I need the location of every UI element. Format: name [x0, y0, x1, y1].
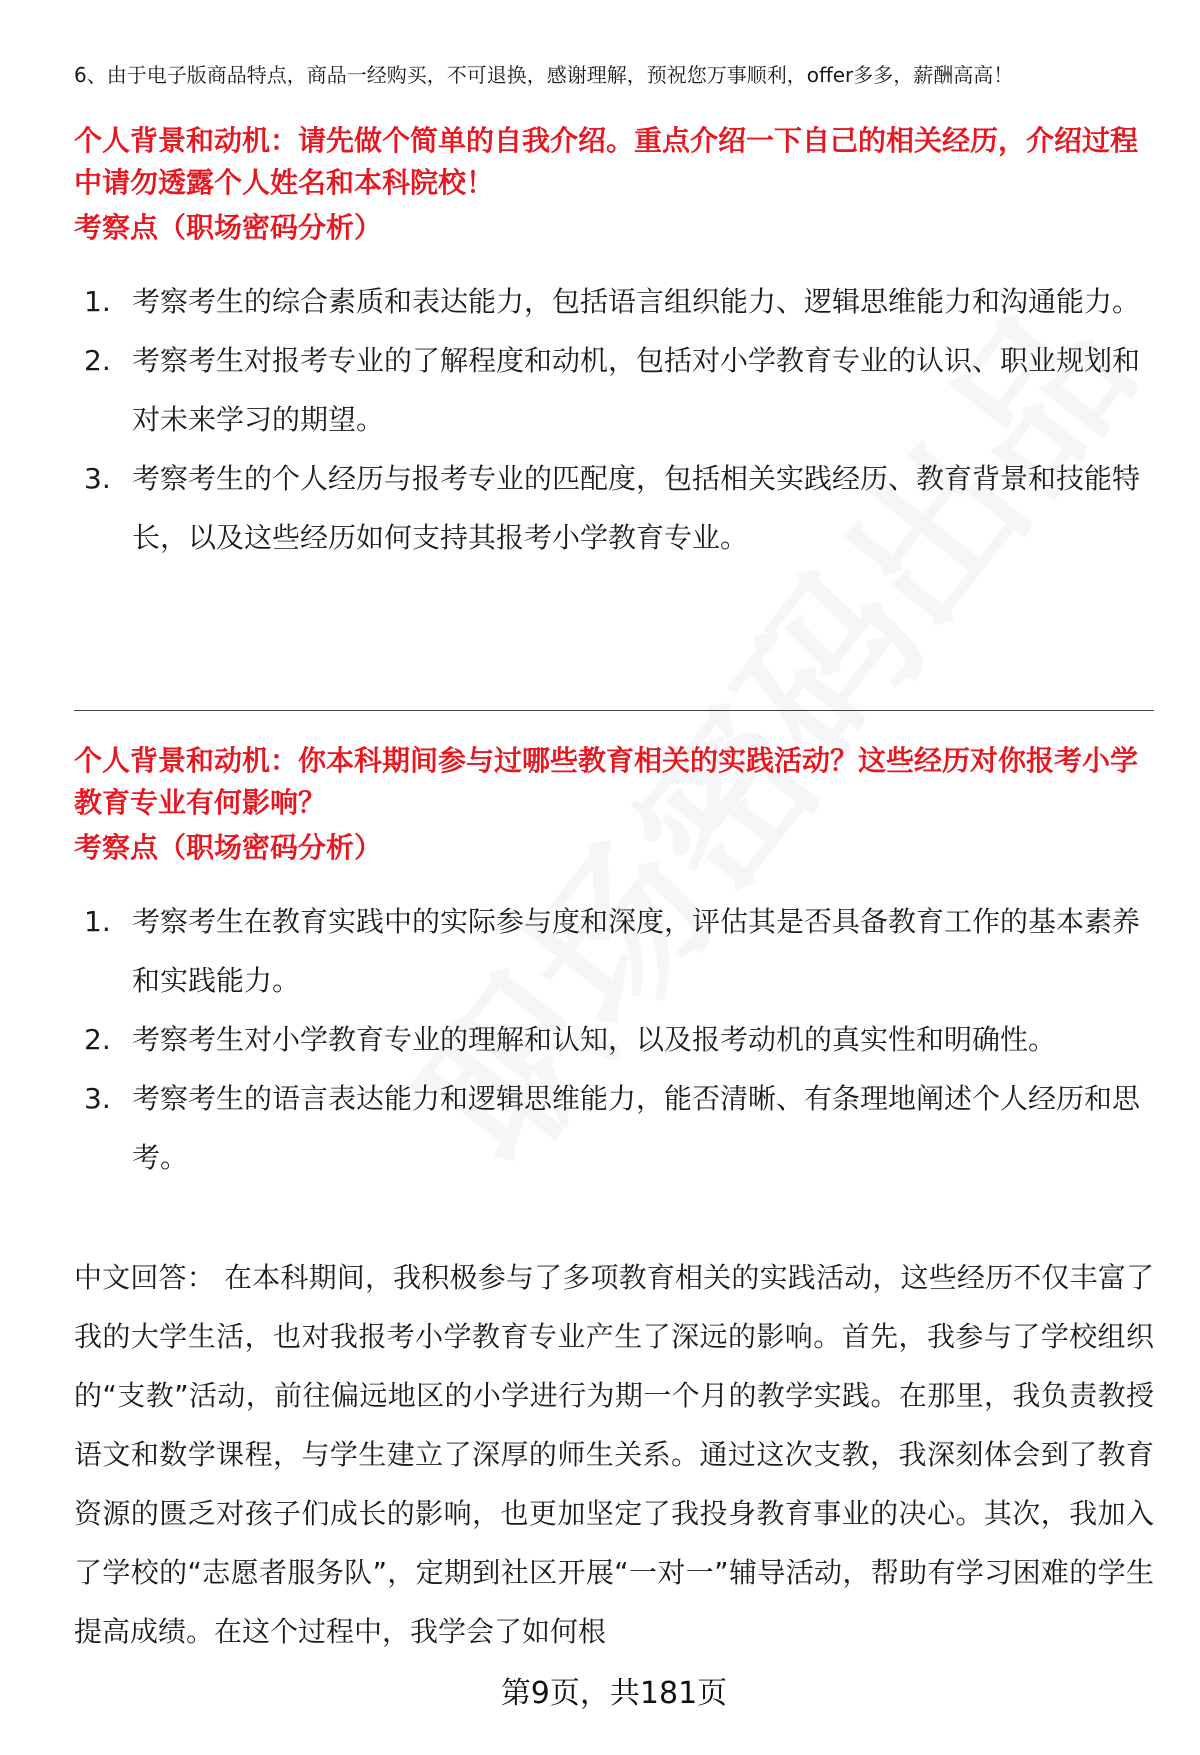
section-divider	[74, 710, 1154, 711]
list-item: 2. 考察考生对报考专业的了解程度和动机，包括对小学教育专业的认识、职业规划和对未来学习的期望。	[84, 344, 1141, 436]
list-item: 3. 考察考生的个人经历与报考专业的匹配度，包括相关实践经历、教育背景和技能特长，以及这些经历如何支持其报考小学教育专业。	[84, 462, 1141, 554]
question-title-2: 个人背景和动机：你本科期间参与过哪些教育相关的实践活动？这些经历对你报考小学教育专业有何影响？	[74, 744, 1139, 819]
analysis-list-2	[84, 892, 1154, 1187]
analysis-list-1	[84, 272, 1154, 567]
analysis-label-1: 考察点（职场密码分析）	[74, 211, 383, 244]
analysis-label-2: 考察点（职场密码分析）	[74, 831, 383, 864]
list-item: 3. 考察考生的语言表达能力和逻辑思维能力，能否清晰、有条理地阐述个人经历和思考。	[84, 1082, 1141, 1174]
list-item: 1. 考察考生的综合素质和表达能力，包括语言组织能力、逻辑思维能力和沟通能力。	[84, 285, 1141, 318]
question-title-1: 个人背景和动机：请先做个简单的自我介绍。重点介绍一下自己的相关经历，介绍过程中请勿透露个人姓名和本科院校！	[74, 124, 1139, 199]
chinese-answer: 中文回答： 在本科期间，我积极参与了多项教育相关的实践活动，这些经历不仅丰富了我的大学生活，也对我报考小学教育专业产生了深远的影响。首先，我参与了学校组织的“支教”活动，前往偏远地区的小学进行为期一个月的教学实践。在那里，我负责教授语文和数学课程，与学生建立了深厚的师生关系。通过这次支教，我深刻体会到了教育资源的匮乏对孩子们成长的影响，也更加坚定了我投身教育事业的决心。其次，我加入了学校的“志愿者服务队”，定期到社区开展“一对一”辅导活动，帮助有学习困难的学生提高成绩。在这个过程中，我学会了如何根	[74, 1261, 1154, 1648]
page-number: 第9页，共181页	[500, 1676, 728, 1711]
document-page	[74, 0, 1154, 1755]
list-item: 2. 考察考生对小学教育专业的理解和认知，以及报考动机的真实性和明确性。	[84, 1023, 1057, 1056]
purchase-note: 6、由于电子版商品特点，商品一经购买，不可退换，感谢理解，预祝您万事顺利，offer多多，薪酬高高！	[74, 63, 1014, 87]
list-item: 1. 考察考生在教育实践中的实际参与度和深度，评估其是否具备教育工作的基本素养和实践能力。	[84, 905, 1141, 997]
